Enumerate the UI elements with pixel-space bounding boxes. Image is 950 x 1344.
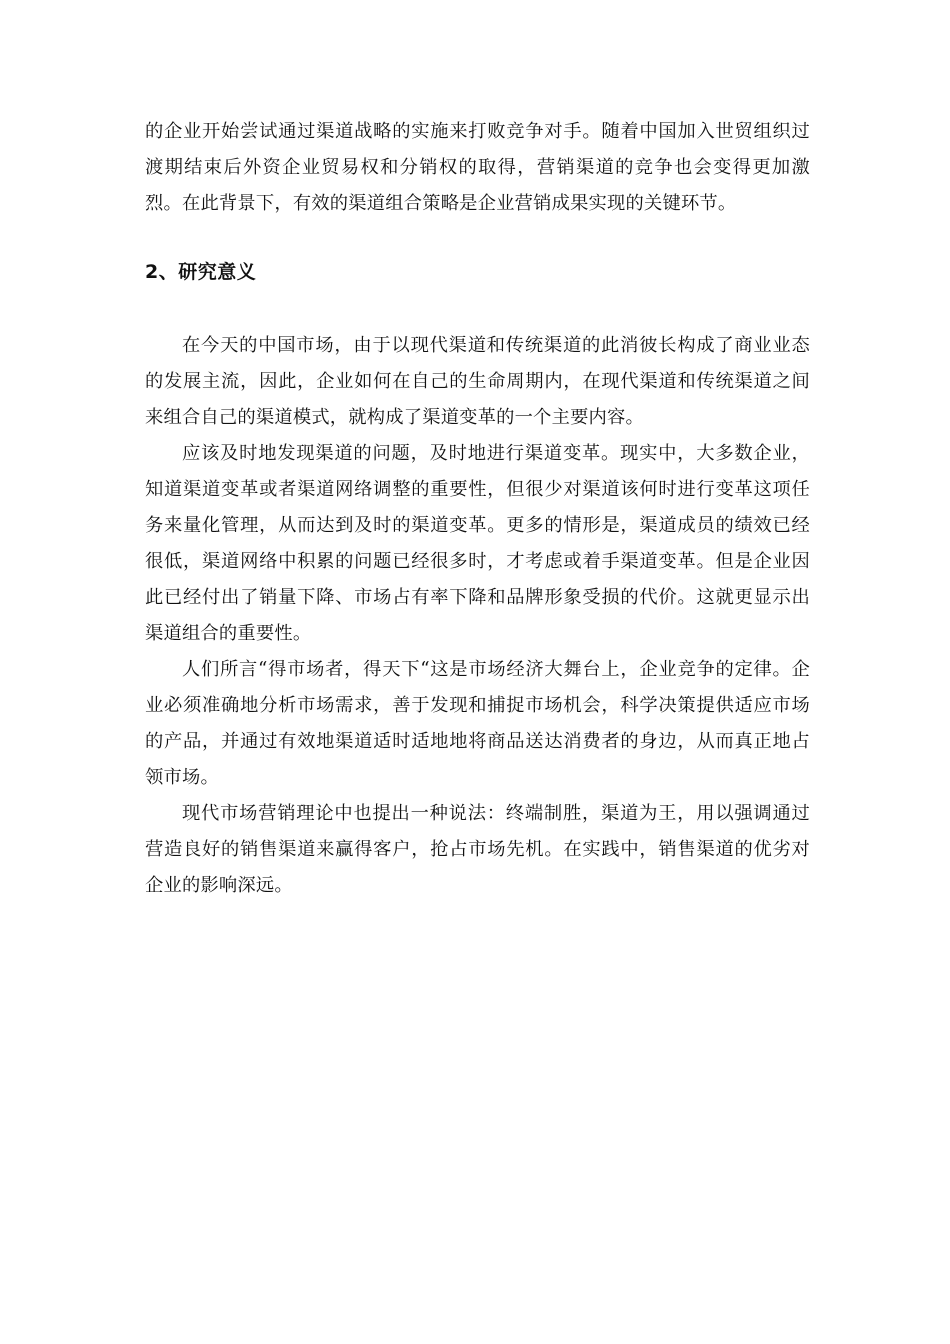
paragraph-3: 人们所言“得市场者，得天下“这是市场经济大舞台上，企业竞争的定律。企业必须准确地分析市场需求，善于发现和捕捉市场机会，科学决策提供适应市场的产品，并通过有效地渠道适时适地地将商品送达消费者的身边，从而真正地占领市场。 (145, 659, 810, 788)
paragraph-1: 在今天的中国市场，由于以现代渠道和传统渠道的此消彼长构成了商业业态的发展主流，因此，企业如何在自己的生命周期内，在现代渠道和传统渠道之间来组合自己的渠道模式，就构成了渠道变革的一个主要内容。 (145, 335, 810, 428)
paragraph-2: 应该及时地发现渠道的问题，及时地进行渠道变革。现实中，大多数企业，知道渠道变革或者渠道网络调整的重要性，但很少对渠道该何时进行变革这项任务来量化管理，从而达到及时的渠道变革。更多的情形是，渠道成员的绩效已经很低，渠道网络中积累的问题已经很多时，才考虑或着手渠道变革。但是企业因此已经付出了销量下降、市场占有率下降和品牌形象受损的代价。这就更显示出渠道组合的重要性。 (145, 443, 810, 644)
intro-paragraph: 的企业开始尝试通过渠道战略的实施来打败竞争对手。随着中国加入世贸组织过渡期结束后外资企业贸易权和分销权的取得，营销渠道的竞争也会变得更加激烈。在此背景下，有效的渠道组合策略是企业营销成果实现的关键环节。 (145, 121, 810, 214)
document-body (145, 114, 810, 904)
section-heading: 2、研究意义 (145, 261, 257, 283)
paragraph-4: 现代市场营销理论中也提出一种说法：终端制胜，渠道为王，用以强调通过营造良好的销售渠道来赢得客户，抢占市场先机。在实践中，销售渠道的优劣对企业的影响深远。 (145, 803, 810, 896)
